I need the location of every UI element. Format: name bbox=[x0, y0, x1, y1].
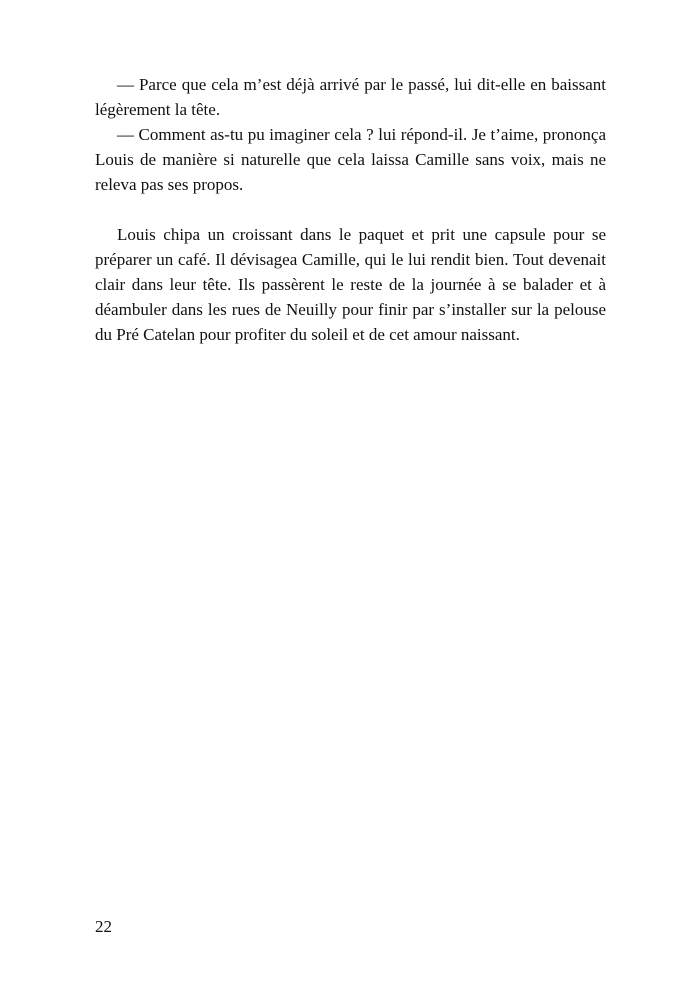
dialogue-paragraph-2: — Comment as-tu pu imaginer cela ? lui répond-il. Je t’aime, prononça Louis de manière si naturelle que cela laissa Camille sans voix, mais ne releva pas ses propos. bbox=[95, 125, 606, 194]
narrative-paragraph: Louis chipa un croissant dans le paquet et prit une capsule pour se préparer un café. Il dévisagea Camille, qui le lui rendit bien. Tout devenait clair dans leur tête. Ils passèrent le reste de la journée à se balader et à déambuler dans les rues de Neuilly pour finir par s’installer sur la pelouse du Pré Catelan pour profiter du soleil et de cet amour naissant. bbox=[95, 225, 606, 344]
paragraph-spacer bbox=[95, 197, 606, 222]
dialogue-paragraph-1: — Parce que cela m’est déjà arrivé par le passé, lui dit-elle en baissant légèrement la tête. bbox=[95, 75, 606, 119]
page-number: 22 bbox=[95, 917, 112, 936]
page-body bbox=[95, 72, 606, 347]
